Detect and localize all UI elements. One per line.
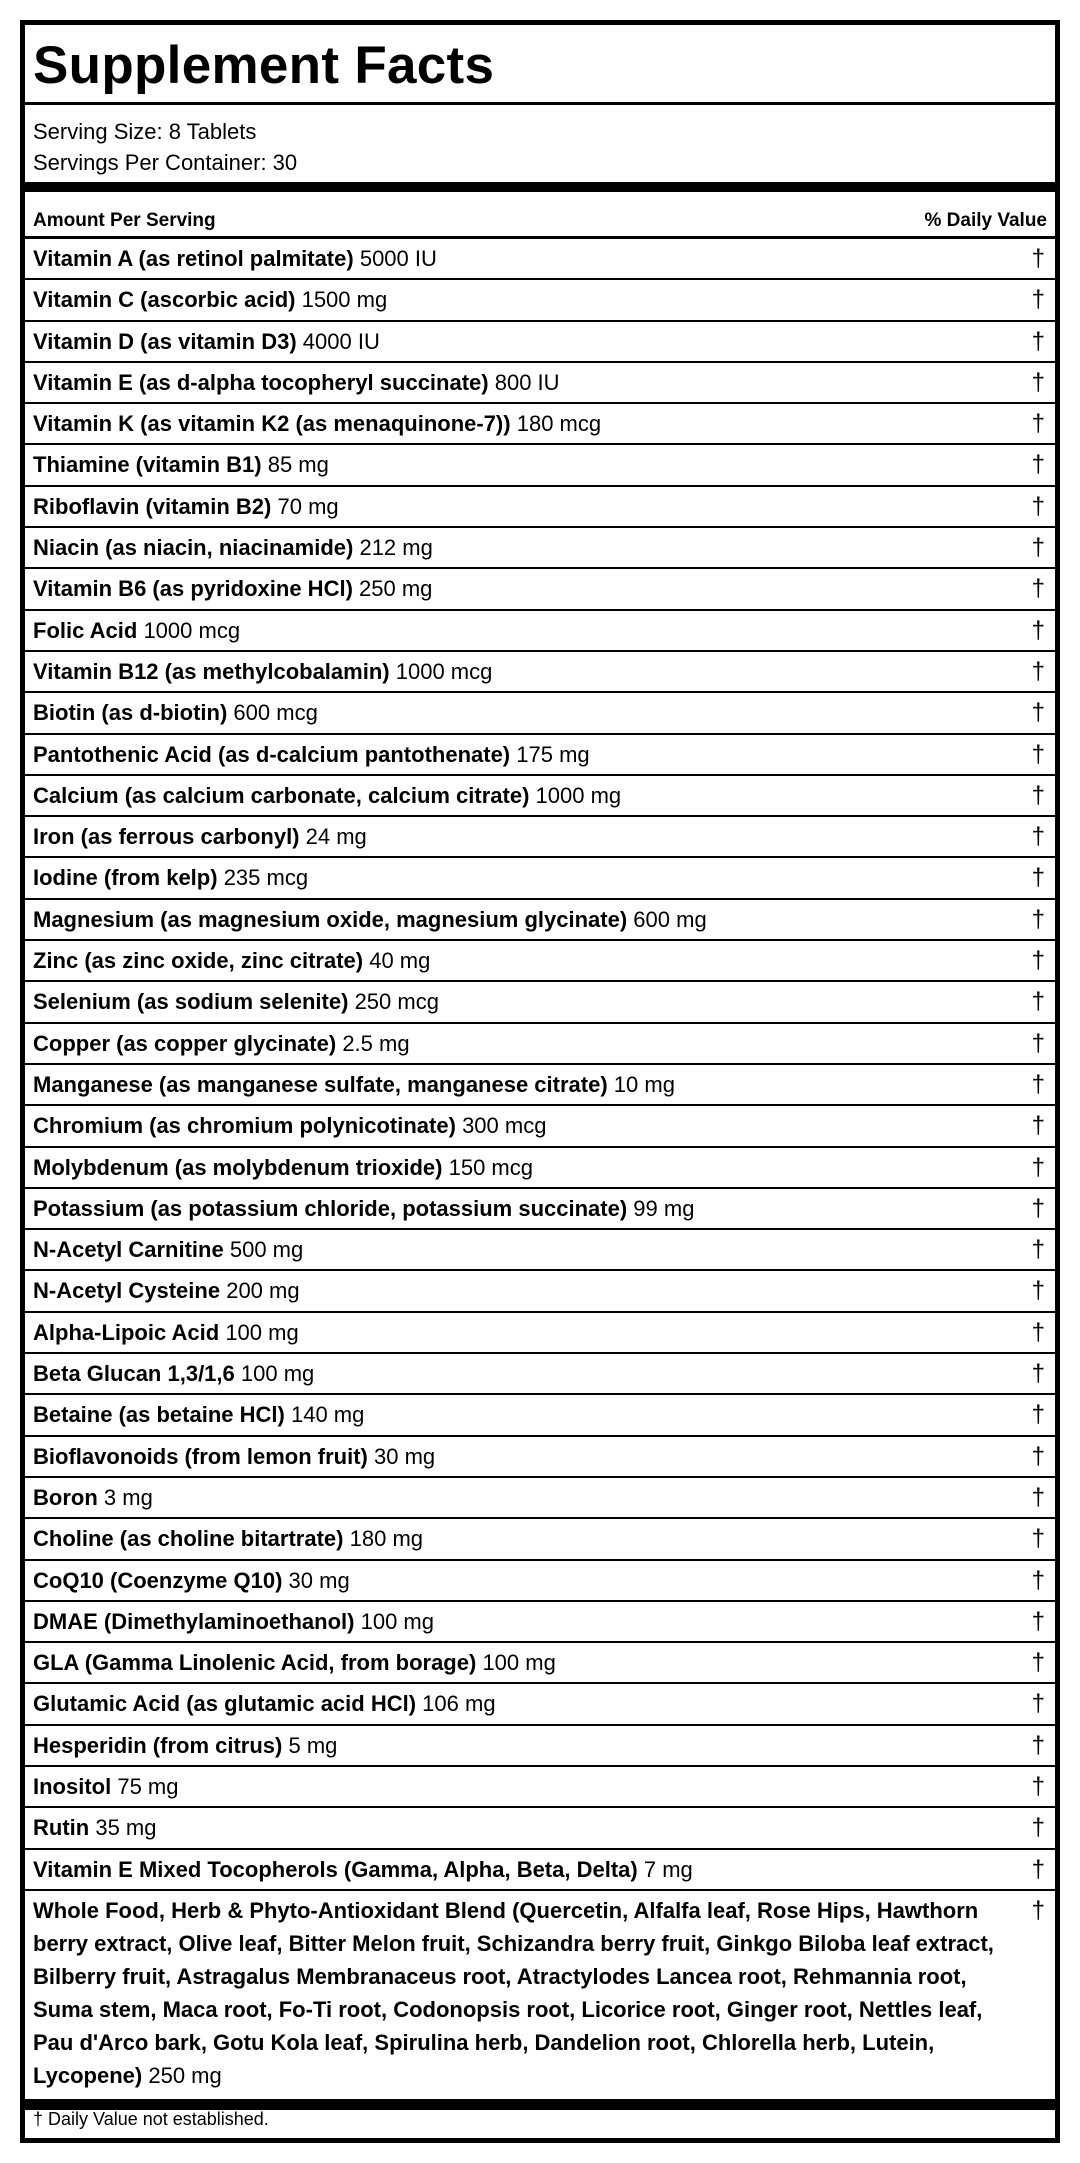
- nutrient-row: [25, 1189, 1055, 1230]
- nutrient-row: [25, 1106, 1055, 1147]
- nutrient-row: [25, 569, 1055, 610]
- nutrient-name: Magnesium (as magnesium oxide, magnesium glycinate): [33, 906, 628, 932]
- nutrient-name: Zinc (as zinc oxide, zinc citrate): [33, 948, 364, 974]
- nutrient-amount: 180 mcg: [516, 411, 602, 437]
- nutrient-name: Niacin (as niacin, niacinamide): [33, 535, 354, 561]
- nutrient-amount: 30 mg: [374, 1443, 436, 1469]
- nutrient-amount: 3 mg: [103, 1484, 153, 1510]
- nutrient-text: [33, 280, 995, 319]
- nutrient-amount: 4000 IU: [302, 328, 380, 354]
- daily-value-dagger: †: [1031, 616, 1045, 644]
- nutrient-row: [25, 280, 1055, 321]
- nutrient-text: [33, 652, 995, 691]
- nutrient-row: [25, 693, 1055, 734]
- nutrient-text: [33, 982, 995, 1021]
- nutrient-text: [33, 1561, 995, 1600]
- column-header: [25, 202, 1055, 239]
- nutrient-text: [33, 1808, 995, 1847]
- nutrient-amount: 100 mg: [482, 1650, 556, 1676]
- nutrient-amount: 2.5 mg: [342, 1030, 410, 1056]
- nutrient-text: [33, 858, 995, 897]
- nutrient-row: [25, 1230, 1055, 1271]
- daily-value-dagger: †: [1031, 368, 1045, 396]
- nutrient-text: [33, 1189, 995, 1228]
- nutrient-amount: 5 mg: [288, 1732, 338, 1758]
- nutrient-name: Boron: [33, 1484, 98, 1510]
- nutrient-text: [33, 900, 995, 939]
- nutrient-amount: 106 mg: [422, 1691, 496, 1717]
- nutrient-row: [25, 776, 1055, 817]
- daily-value-dagger: †: [1031, 699, 1045, 727]
- nutrient-name: Vitamin D (as vitamin D3): [33, 328, 297, 354]
- nutrient-amount: 100 mg: [360, 1608, 434, 1634]
- daily-value-dagger: †: [1031, 1814, 1045, 1842]
- daily-value-dagger: †: [1031, 327, 1045, 355]
- nutrient-text: [33, 941, 995, 980]
- nutrient-name: Betaine (as betaine HCl): [33, 1402, 285, 1428]
- nutrient-text: [33, 1148, 995, 1187]
- daily-value-dagger: †: [1031, 1194, 1045, 1222]
- nutrient-text: [33, 487, 995, 526]
- nutrient-amount: 250 mcg: [354, 989, 439, 1015]
- nutrient-row: [25, 1065, 1055, 1106]
- nutrient-row: [25, 1519, 1055, 1560]
- nutrient-row: [25, 858, 1055, 899]
- nutrient-name: Alpha-Lipoic Acid: [33, 1319, 220, 1345]
- daily-value-label: % Daily Value: [924, 210, 1047, 231]
- nutrient-text: [33, 817, 995, 856]
- nutrient-row: [25, 239, 1055, 280]
- daily-value-dagger: †: [1031, 1277, 1045, 1305]
- nutrient-amount: 250 mg: [148, 2062, 222, 2088]
- daily-value-dagger: †: [1031, 451, 1045, 479]
- nutrient-amount: 24 mg: [305, 824, 367, 850]
- nutrient-row: [25, 982, 1055, 1023]
- nutrient-text: [33, 1106, 995, 1145]
- nutrient-row: [25, 445, 1055, 486]
- nutrient-row: [25, 1602, 1055, 1643]
- nutrient-amount: 75 mg: [117, 1773, 179, 1799]
- top-divider-bar: [25, 182, 1055, 192]
- nutrient-name: Manganese (as manganese sulfate, manganese citrate): [33, 1071, 608, 1097]
- nutrient-name: Glutamic Acid (as glutamic acid HCl): [33, 1691, 417, 1717]
- nutrient-row: [25, 1561, 1055, 1602]
- nutrient-name: Folic Acid: [33, 617, 138, 643]
- nutrient-name: Beta Glucan 1,3/1,6: [33, 1361, 235, 1387]
- nutrient-text: [33, 1354, 995, 1393]
- daily-value-dagger: †: [1031, 864, 1045, 892]
- nutrient-amount: 10 mg: [613, 1071, 675, 1097]
- nutrient-row: [25, 1395, 1055, 1436]
- nutrient-name: Biotin (as d-biotin): [33, 700, 228, 726]
- nutrient-row: [25, 1271, 1055, 1312]
- nutrient-text: [33, 1437, 995, 1476]
- nutrient-row: [25, 1354, 1055, 1395]
- nutrient-amount: 1000 mcg: [395, 658, 493, 684]
- nutrient-amount: 30 mg: [288, 1567, 350, 1593]
- nutrient-name: Vitamin K (as vitamin K2 (as menaquinone-7)): [33, 411, 511, 437]
- daily-value-dagger: †: [1031, 1731, 1045, 1759]
- nutrient-row: [25, 487, 1055, 528]
- nutrient-text: [33, 528, 995, 567]
- daily-value-dagger: †: [1031, 1896, 1045, 1924]
- daily-value-dagger: †: [1031, 1483, 1045, 1511]
- nutrient-row: [25, 1726, 1055, 1767]
- daily-value-dagger: †: [1031, 781, 1045, 809]
- nutrient-text: [33, 1313, 995, 1352]
- nutrient-amount: 70 mg: [277, 493, 339, 519]
- nutrient-text: [33, 1065, 995, 1104]
- daily-value-dagger: †: [1031, 740, 1045, 768]
- nutrient-name: Calcium (as calcium carbonate, calcium citrate): [33, 782, 530, 808]
- daily-value-dagger: †: [1031, 1607, 1045, 1635]
- nutrient-amount: 1000 mcg: [143, 617, 241, 643]
- nutrient-name: Inositol: [33, 1773, 112, 1799]
- nutrient-amount: 150 mcg: [448, 1154, 533, 1180]
- nutrient-amount: 212 mg: [359, 535, 433, 561]
- nutrient-name: DMAE (Dimethylaminoethanol): [33, 1608, 355, 1634]
- nutrient-name: Vitamin E (as d-alpha tocopheryl succinate): [33, 369, 489, 395]
- daily-value-dagger: †: [1031, 1649, 1045, 1677]
- daily-value-dagger: †: [1031, 492, 1045, 520]
- nutrient-row: [25, 322, 1055, 363]
- nutrient-name: Choline (as choline bitartrate): [33, 1526, 344, 1552]
- nutrient-text: [33, 322, 995, 361]
- daily-value-dagger: †: [1031, 1401, 1045, 1429]
- nutrient-name: Vitamin B12 (as methylcobalamin): [33, 658, 390, 684]
- daily-value-dagger: †: [1031, 1029, 1045, 1057]
- nutrient-name: Iodine (from kelp): [33, 865, 218, 891]
- nutrient-row: [25, 1313, 1055, 1354]
- nutrient-row: [25, 735, 1055, 776]
- daily-value-dagger: †: [1031, 286, 1045, 314]
- nutrient-name: Whole Food, Herb & Phyto-Antioxidant Blend (Quercetin, Alfalfa leaf, Rose Hips, Hawthorn berry extract, Olive leaf, Bitter Melon fruit, Schizandra berry fruit, Ginkgo Biloba leaf extract, Bilberry fruit, Astragalus Membranaceus root, Atractylodes Lancea root, Rehmannia root, Suma stem, Maca root, Fo-Ti root, Codonopsis root, Licorice root, Ginger root, Nettles leaf, Pau d'Arco bark, Gotu Kola leaf, Spirulina herb, Dandelion root, Chlorella herb, Lutein, Lycopene): [33, 1897, 994, 2088]
- daily-value-dagger: †: [1031, 1112, 1045, 1140]
- daily-value-dagger: †: [1031, 1360, 1045, 1388]
- nutrient-text: [33, 1767, 995, 1806]
- nutrient-row: [25, 817, 1055, 858]
- nutrient-row: [25, 528, 1055, 569]
- nutrient-amount: 1000 mg: [535, 782, 622, 808]
- nutrient-text: [33, 776, 995, 815]
- daily-value-dagger: †: [1031, 575, 1045, 603]
- nutrient-name: Iron (as ferrous carbonyl): [33, 824, 300, 850]
- nutrient-row: [25, 1437, 1055, 1478]
- nutrient-amount: 140 mg: [290, 1402, 365, 1428]
- nutrient-row: [25, 1767, 1055, 1808]
- footnote: † Daily Value not established.: [33, 2109, 269, 2129]
- nutrient-row: [25, 1148, 1055, 1189]
- supplement-facts-panel: [20, 20, 1060, 2143]
- nutrient-text: [33, 1519, 995, 1558]
- serving-size: Serving Size: 8 Tablets: [33, 119, 257, 144]
- nutrient-name: GLA (Gamma Linolenic Acid, from borage): [33, 1650, 477, 1676]
- nutrient-name: Selenium (as sodium selenite): [33, 989, 349, 1015]
- nutrient-amount: 175 mg: [516, 741, 590, 767]
- nutrient-amount: 500 mg: [229, 1237, 304, 1263]
- nutrient-amount: 200 mg: [226, 1278, 300, 1304]
- daily-value-dagger: †: [1031, 245, 1045, 272]
- nutrient-row: [25, 1024, 1055, 1065]
- nutrient-row: [25, 941, 1055, 982]
- serving-info: [33, 116, 297, 178]
- nutrient-name: Vitamin E Mixed Tocopherols (Gamma, Alpha, Beta, Delta): [33, 1856, 638, 1882]
- amount-per-serving-label: Amount Per Serving: [33, 210, 216, 231]
- nutrient-text: [33, 1395, 995, 1434]
- nutrient-amount: 99 mg: [633, 1195, 695, 1221]
- nutrient-text: [33, 1894, 1005, 2092]
- daily-value-dagger: †: [1031, 1070, 1045, 1098]
- nutrient-name: Copper (as copper glycinate): [33, 1030, 337, 1056]
- daily-value-dagger: †: [1031, 410, 1045, 438]
- daily-value-dagger: †: [1031, 988, 1045, 1016]
- nutrient-amount: 800 IU: [494, 369, 560, 395]
- nutrient-text: [33, 363, 995, 402]
- daily-value-dagger: †: [1031, 1442, 1045, 1470]
- nutrient-amount: 235 mcg: [223, 865, 309, 891]
- nutrient-row: [25, 1850, 1055, 1891]
- nutrient-text: [33, 569, 995, 608]
- nutrient-row: [25, 1643, 1055, 1684]
- nutrient-amount: 5000 IU: [359, 246, 437, 271]
- nutrient-row: [25, 900, 1055, 941]
- nutrient-text: [33, 1850, 995, 1889]
- daily-value-dagger: †: [1031, 1772, 1045, 1800]
- nutrient-amount: 180 mg: [349, 1526, 424, 1552]
- daily-value-dagger: †: [1031, 1318, 1045, 1346]
- nutrient-name: Rutin: [33, 1815, 90, 1841]
- nutrient-text: [33, 1230, 995, 1269]
- nutrient-amount: 600 mcg: [233, 700, 318, 726]
- nutrient-name: Hesperidin (from citrus): [33, 1732, 283, 1758]
- nutrient-list: [25, 239, 1055, 2101]
- nutrient-amount: 100 mg: [240, 1361, 315, 1387]
- nutrient-text: [33, 735, 995, 774]
- daily-value-dagger: †: [1031, 1153, 1045, 1181]
- nutrient-amount: 300 mcg: [462, 1113, 547, 1139]
- nutrient-amount: 7 mg: [643, 1856, 693, 1882]
- nutrient-row: [25, 404, 1055, 445]
- daily-value-dagger: †: [1031, 947, 1045, 975]
- panel-title: Supplement Facts: [33, 36, 495, 95]
- nutrient-amount: 40 mg: [369, 948, 431, 974]
- nutrient-name: CoQ10 (Coenzyme Q10): [33, 1567, 283, 1593]
- nutrient-amount: 1500 mg: [301, 287, 388, 313]
- nutrient-row: [25, 652, 1055, 693]
- nutrient-name: Chromium (as chromium polynicotinate): [33, 1113, 456, 1139]
- daily-value-dagger: †: [1031, 1690, 1045, 1718]
- nutrient-row: [25, 1808, 1055, 1849]
- nutrient-name: Pantothenic Acid (as d-calcium pantothenate): [33, 741, 511, 767]
- nutrient-text: [33, 1478, 995, 1517]
- nutrient-row: [25, 363, 1055, 404]
- daily-value-dagger: †: [1031, 1525, 1045, 1553]
- daily-value-dagger: †: [1031, 1566, 1045, 1594]
- nutrient-text: [33, 1271, 995, 1310]
- nutrient-name: Molybdenum (as molybdenum trioxide): [33, 1154, 443, 1180]
- nutrient-amount: 35 mg: [95, 1815, 157, 1841]
- nutrient-name: Vitamin C (ascorbic acid): [33, 287, 296, 313]
- nutrient-name: N-Acetyl Cysteine: [33, 1278, 221, 1304]
- nutrient-text: [33, 611, 995, 650]
- title-bar: [25, 25, 1055, 105]
- nutrient-amount: 600 mg: [633, 906, 707, 932]
- nutrient-name: Bioflavonoids (from lemon fruit): [33, 1443, 368, 1469]
- nutrient-text: [33, 1643, 995, 1682]
- daily-value-dagger: †: [1031, 823, 1045, 851]
- daily-value-dagger: †: [1031, 1236, 1045, 1264]
- nutrient-text: [33, 1602, 995, 1641]
- nutrient-name: Vitamin B6 (as pyridoxine HCl): [33, 576, 353, 602]
- nutrient-text: [33, 1726, 995, 1765]
- nutrient-text: [33, 1684, 995, 1723]
- nutrient-text: [33, 693, 995, 732]
- daily-value-dagger: †: [1031, 1855, 1045, 1883]
- nutrient-amount: 100 mg: [225, 1319, 299, 1345]
- daily-value-dagger: †: [1031, 905, 1045, 933]
- nutrient-text: [33, 1024, 995, 1063]
- nutrient-row: [25, 1684, 1055, 1725]
- nutrient-text: [33, 404, 995, 443]
- nutrient-row: [25, 1891, 1055, 2101]
- nutrient-amount: 250 mg: [359, 576, 433, 602]
- nutrient-amount: 85 mg: [267, 452, 329, 478]
- nutrient-text: [33, 239, 995, 278]
- nutrient-name: Riboflavin (vitamin B2): [33, 493, 272, 519]
- nutrient-row: [25, 1478, 1055, 1519]
- nutrient-name: Thiamine (vitamin B1): [33, 452, 262, 478]
- daily-value-dagger: †: [1031, 534, 1045, 562]
- nutrient-name: N-Acetyl Carnitine: [33, 1237, 224, 1263]
- nutrient-name: Potassium (as potassium chloride, potassium succinate): [33, 1195, 628, 1221]
- nutrient-name: Vitamin A (as retinol palmitate): [33, 246, 354, 271]
- nutrient-text: [33, 445, 995, 484]
- nutrient-row: [25, 611, 1055, 652]
- daily-value-dagger: †: [1031, 657, 1045, 685]
- servings-per-container: Servings Per Container: 30: [33, 150, 298, 175]
